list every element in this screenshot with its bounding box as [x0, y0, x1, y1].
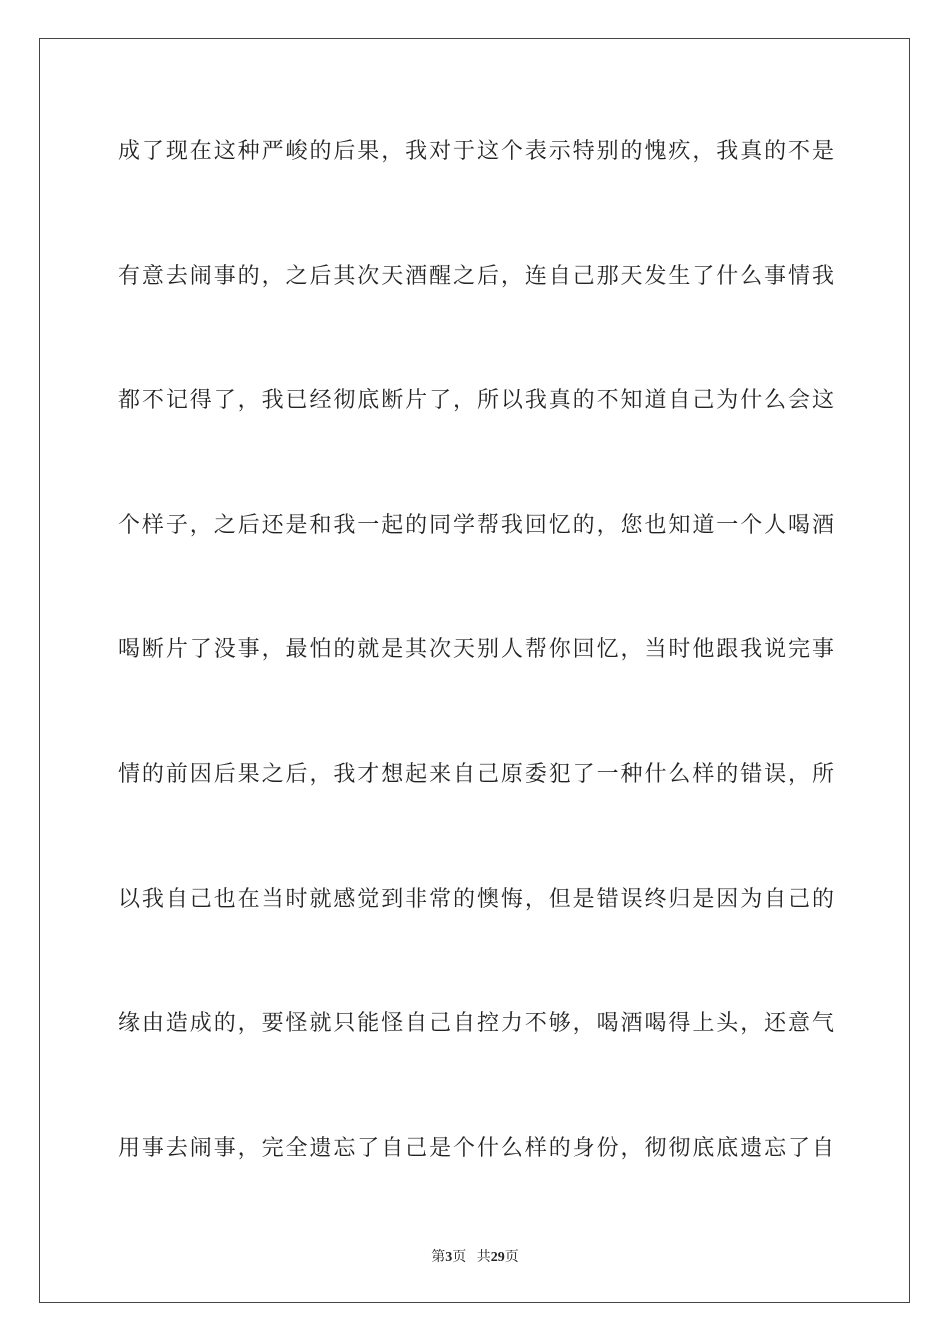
document-body — [118, 126, 834, 1247]
page-prefix: 第 — [431, 1250, 446, 1265]
text-line-9: 用事去闹事，完全遗忘了自己是个什么样的身份，彻彻底底遗忘了自 — [118, 1135, 834, 1161]
page-unit: 页 — [452, 1250, 467, 1265]
text-line-8: 缘由造成的，要怪就只能怪自己自控力不够，喝酒喝得上头，还意气 — [118, 1011, 834, 1037]
page-footer — [0, 1246, 950, 1266]
text-line-2: 有意去闹事的，之后其次天酒醒之后，连自己那天发生了什么事情我 — [118, 263, 834, 289]
text-line-5: 喝断片了没事，最怕的就是其次天别人帮你回忆，当时他跟我说完事 — [118, 637, 834, 663]
text-line-3: 都不记得了，我已经彻底断片了，所以我真的不知道自己为什么会这 — [118, 388, 834, 414]
total-unit: 页 — [504, 1250, 519, 1265]
text-line-6: 情的前因后果之后，我才想起来自己原委犯了一种什么样的错误，所 — [118, 761, 834, 787]
total-prefix: 共 — [476, 1250, 491, 1265]
page-current-number: 3 — [445, 1250, 453, 1265]
text-line-4: 个样子，之后还是和我一起的同学帮我回忆的，您也知道一个人喝酒 — [118, 512, 834, 538]
text-line-1: 成了现在这种严峻的后果，我对于这个表示特别的愧疚，我真的不是 — [118, 139, 834, 164]
text-line-7: 以我自己也在当时就感觉到非常的懊悔，但是错误终归是因为自己的 — [118, 886, 834, 912]
page-total-number: 29 — [490, 1250, 505, 1265]
